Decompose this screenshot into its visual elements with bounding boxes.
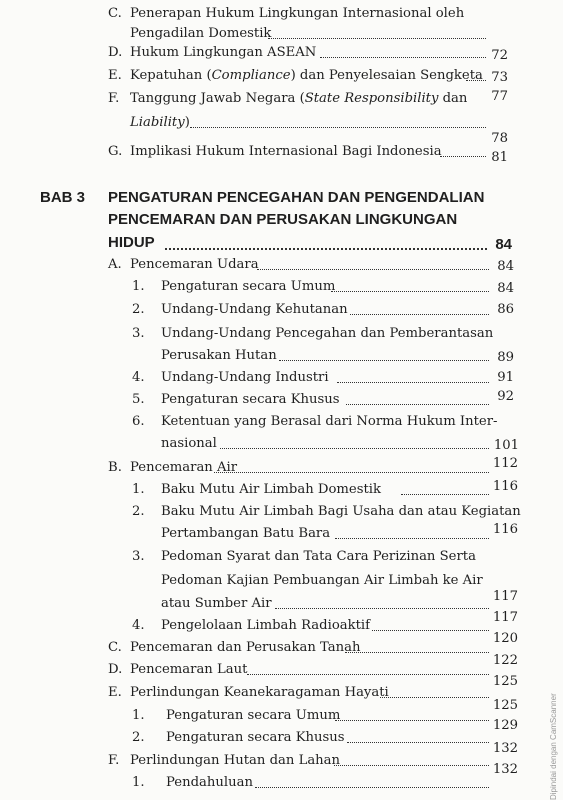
entry-title: Pencemaran Laut bbox=[130, 662, 248, 677]
page-number: 132 bbox=[492, 741, 518, 756]
entry-title: Baku Mutu Air Limbah Bagi Usaha dan atau Kegiatan bbox=[161, 504, 521, 519]
dot-leader bbox=[346, 404, 489, 405]
dot-leader bbox=[257, 269, 489, 270]
dot-leader bbox=[255, 787, 489, 788]
entry-title: Pedoman Kajian Pembuangan Air Limbah ke Air bbox=[161, 573, 483, 588]
entry-label: C. bbox=[108, 6, 122, 21]
page-number: 84 bbox=[497, 259, 514, 274]
entry-title: Hukum Lingkungan ASEAN bbox=[130, 45, 317, 60]
dot-leader bbox=[345, 652, 489, 653]
entry-title: atau Sumber Air bbox=[161, 596, 272, 611]
dot-leader bbox=[220, 448, 489, 449]
entry-title: Pencemaran dan Perusakan Tanah bbox=[130, 640, 361, 655]
page-number: 129 bbox=[492, 718, 518, 733]
entry-label: 2. bbox=[132, 302, 145, 317]
dot-leader bbox=[275, 608, 489, 609]
entry-label: E. bbox=[108, 685, 122, 700]
entry-title: Pengaturan secara Khusus bbox=[161, 392, 340, 407]
entry-title: Ketentuan yang Berasal dari Norma Hukum Inter- bbox=[161, 414, 498, 429]
chapter-title: PENGATURAN PENCEGAHAN DAN PENGENDALIAN bbox=[108, 189, 485, 206]
entry-title: Pencemaran Udara bbox=[130, 257, 259, 272]
entry-label: 2. bbox=[132, 730, 145, 745]
dot-leader bbox=[279, 360, 489, 361]
chapter-title: PENCEMARAN DAN PERUSAKAN LINGKUNGAN bbox=[108, 211, 458, 228]
dot-leader bbox=[347, 742, 489, 743]
page-number: 112 bbox=[492, 456, 518, 471]
entry-label: 1. bbox=[132, 775, 145, 790]
entry-label: G. bbox=[108, 144, 123, 159]
dot-leader bbox=[335, 538, 489, 539]
entry-title: Baku Mutu Air Limbah Domestik bbox=[161, 482, 382, 497]
dot-leader bbox=[190, 127, 486, 128]
dot-leader bbox=[401, 494, 489, 495]
entry-title: Pengelolaan Limbah Radioaktif bbox=[161, 618, 371, 633]
page-number: 117 bbox=[492, 589, 518, 604]
page-number: 89 bbox=[497, 350, 514, 365]
scanner-watermark bbox=[547, 630, 561, 800]
entry-label: 4. bbox=[132, 370, 145, 385]
entry-label: 5. bbox=[132, 392, 145, 407]
entry-label: 1. bbox=[132, 482, 145, 497]
page-number: 84 bbox=[495, 236, 512, 253]
entry-label: 2. bbox=[132, 504, 145, 519]
dot-leader bbox=[268, 38, 486, 39]
entry-label: 6. bbox=[132, 414, 145, 429]
page-number: 86 bbox=[497, 302, 514, 317]
entry-label: 3. bbox=[132, 326, 145, 341]
page-number: 101 bbox=[493, 438, 519, 453]
dot-leader bbox=[214, 472, 489, 473]
entry-title: Perlindungan Hutan dan Lahan bbox=[130, 753, 341, 768]
page-number: 116 bbox=[492, 479, 518, 494]
page-number: 92 bbox=[497, 389, 514, 404]
entry-label: E. bbox=[108, 68, 122, 83]
dot-leader bbox=[337, 382, 489, 383]
entry-label: 1. bbox=[132, 279, 145, 294]
page-number: 73 bbox=[491, 70, 508, 85]
entry-title: Undang-Undang Pencegahan dan Pemberantasan bbox=[161, 326, 494, 341]
entry-label: A. bbox=[108, 257, 122, 272]
dot-leader bbox=[350, 314, 489, 315]
dot-leader bbox=[165, 248, 487, 250]
entry-title: nasional bbox=[161, 436, 217, 451]
entry-title: Undang-Undang Industri bbox=[161, 370, 329, 385]
entry-label: F. bbox=[108, 91, 120, 106]
chapter-label: BAB 3 bbox=[40, 189, 86, 206]
page-number: 116 bbox=[492, 522, 518, 537]
entry-title: Perlindungan Keanekaragaman Hayati bbox=[130, 685, 389, 700]
page-number: 125 bbox=[492, 698, 518, 713]
entry-label: 1. bbox=[132, 708, 145, 723]
entry-title: Kepatuhan (Compliance) dan Penyelesaian Sengketa bbox=[130, 68, 483, 83]
entry-title: Tanggung Jawab Negara (State Responsibility dan bbox=[130, 91, 468, 106]
entry-label: D. bbox=[108, 45, 123, 60]
page-number: 72 bbox=[491, 48, 508, 63]
entry-label: F. bbox=[108, 753, 120, 768]
dot-leader bbox=[247, 674, 489, 675]
entry-label: 3. bbox=[132, 549, 145, 564]
dot-leader bbox=[380, 697, 489, 698]
dot-leader bbox=[335, 720, 489, 721]
entry-title: Pencemaran Air bbox=[130, 460, 238, 475]
dot-leader bbox=[334, 765, 489, 766]
entry-title: Implikasi Hukum Internasional Bagi Indonesia bbox=[130, 144, 442, 159]
page-number: 77 bbox=[491, 89, 508, 104]
chapter-title: HIDUP bbox=[108, 234, 155, 251]
entry-title: Perusakan Hutan bbox=[161, 348, 277, 363]
page-number: 84 bbox=[497, 281, 514, 296]
entry-title: Pengadilan Domestik bbox=[130, 26, 272, 41]
entry-title: Pertambangan Batu Bara bbox=[161, 526, 331, 541]
entry-title: Pengaturan secara Khusus bbox=[166, 730, 345, 745]
dot-leader bbox=[372, 630, 489, 631]
page-number: 125 bbox=[492, 674, 518, 689]
page-number: 117 bbox=[492, 610, 518, 625]
entry-title: Penerapan Hukum Lingkungan Internasional oleh bbox=[130, 6, 465, 21]
entry-title: Undang-Undang Kehutanan bbox=[161, 302, 348, 317]
entry-title: Liability) bbox=[130, 115, 190, 130]
dot-leader bbox=[331, 291, 489, 292]
page-number: 91 bbox=[497, 370, 514, 385]
page-number: 122 bbox=[492, 653, 518, 668]
entry-label: D. bbox=[108, 662, 123, 677]
entry-label: 4. bbox=[132, 618, 145, 633]
entry-label: B. bbox=[108, 460, 122, 475]
entry-title: Pengaturan secara Umum bbox=[161, 279, 336, 294]
entry-title: Pengaturan secara Umum bbox=[166, 708, 341, 723]
page-number: 132 bbox=[492, 762, 518, 777]
watermark-text: Dipindai dengan CamScanner bbox=[549, 693, 558, 800]
dot-leader bbox=[320, 57, 486, 58]
page-number: 78 bbox=[491, 131, 508, 146]
page-number: 81 bbox=[491, 150, 508, 165]
entry-title: Pedoman Syarat dan Tata Cara Perizinan Serta bbox=[161, 549, 476, 564]
page-number: 120 bbox=[492, 631, 518, 646]
entry-label: C. bbox=[108, 640, 122, 655]
entry-title: Pendahuluan bbox=[166, 775, 253, 790]
